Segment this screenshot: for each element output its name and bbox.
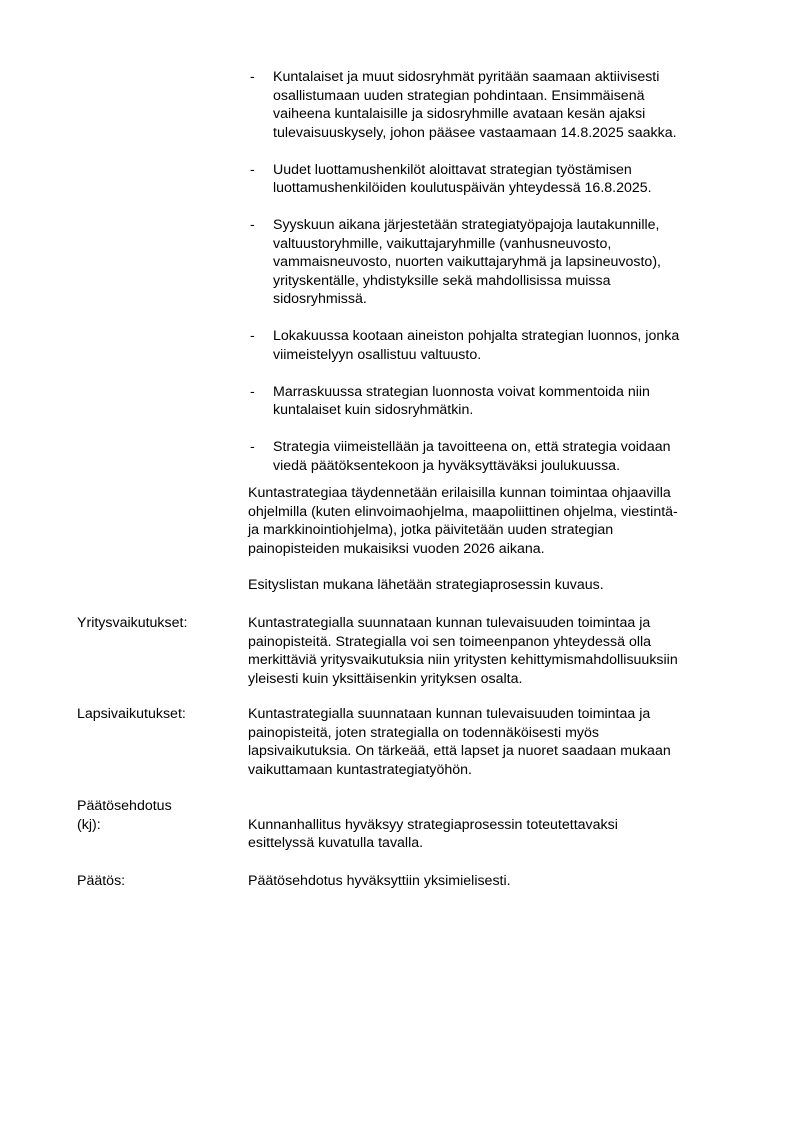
bullet-line: yrityskentälle, yhdistyksille sekä mahdollisissa muissa <box>273 272 611 289</box>
bullet-item-draft <box>248 327 738 364</box>
bullet-line: sidosryhmissä. <box>273 291 367 307</box>
section-label-line: (kj): <box>77 816 101 833</box>
bullet-line: vaiheena kuntalaisille ja sidosryhmille avataan kesän ajaksi <box>273 106 646 122</box>
bullet-marker: - <box>250 383 255 400</box>
bullet-marker: - <box>250 217 255 233</box>
section-line: Päätösehdotus hyväksyttiin yksimielisesti. <box>248 873 511 889</box>
section-label <box>77 872 247 891</box>
bullet-line: Syyskuun aikana järjestetään strategiatyöpajoja lautakunnille, <box>273 217 660 233</box>
section-line: Kuntastrategialla suunnataan kunnan tulevaisuuden toimintaa ja <box>248 615 651 631</box>
section-label-line: Päätös: <box>77 873 126 889</box>
bullet-marker: - <box>250 69 255 85</box>
section-line: lapsivaikutuksia. On tärkeää, että lapset ja nuoret saadaan mukaan <box>248 743 671 759</box>
section-line: painopisteitä. Strategialla voi sen toimeenpanon yhteydessä olla <box>248 633 652 650</box>
bullet-line: tulevaisuuskysely, johon pääsee vastaamaan 14.8.2025 saakka. <box>273 124 677 141</box>
bullet-item-comments <box>248 383 738 420</box>
bullet-item-workshops <box>248 216 738 309</box>
section-label <box>77 705 247 724</box>
bullet-line: vammaisneuvosto, nuorten vaikuttajaryhmä ja lapsineuvosto), <box>273 254 661 270</box>
paragraph-line: Esityslistan mukana lähetään strategiaprosessin kuvaus. <box>248 577 604 593</box>
bullet-line: osallistumaan uuden strategian pohdintaan. Ensimmäisenä <box>273 87 645 104</box>
process-bullet-list <box>248 68 738 494</box>
bullet-line: Strategia viimeistellään ja tavoitteena on, että strategia voidaan <box>273 439 671 455</box>
bullet-line: luottamushenkilöiden koulutuspäivän yhteydessä 16.8.2025. <box>273 180 652 196</box>
paragraph-line: ohjelmilla (kuten elinvoimaohjelma, maapoliittinen ohjelma, viestintä- <box>248 503 678 520</box>
bullet-marker: - <box>250 328 255 344</box>
section-line: merkittäviä yritysvaikutuksia niin yritysten kehittymismahdollisuuksiin <box>248 652 678 668</box>
section-content <box>248 816 738 853</box>
paragraph-line: Kuntastrategiaa täydennetään erilaisilla kunnan toimintaa ohjaavilla <box>248 485 671 501</box>
section-line: painopisteitä, joten strategialla on todennäköisesti myös <box>248 724 599 741</box>
section-content <box>248 614 738 688</box>
paragraph-line: painopisteiden mukaisiksi vuoden 2026 aikana. <box>248 540 545 557</box>
paragraph-programmes <box>248 484 738 558</box>
bullet-line: Kuntalaiset ja muut sidosryhmät pyritään saamaan aktiivisesti <box>273 69 660 85</box>
section-label-line: Lapsivaikutukset: <box>77 706 186 722</box>
section-line: vaikuttamaan kuntastrategiatyöhön. <box>248 761 472 778</box>
section-line: yleisesti kuin yksittäisenkin yrityksen osalta. <box>248 670 523 687</box>
section-label <box>77 797 247 834</box>
bullet-line: valtuustoryhmille, vaikuttajaryhmille (vanhusneuvosto, <box>273 235 612 252</box>
paragraph-attachment-note <box>248 576 738 595</box>
bullet-item-trustees <box>248 161 738 198</box>
bullet-line: viedä päätöksentekoon ja hyväksyttäväksi joulukuussa. <box>273 457 621 474</box>
bullet-marker: - <box>250 161 255 178</box>
bullet-line: Lokakuussa kootaan aineiston pohjalta strategian luonnos, jonka <box>273 328 680 344</box>
bullet-item-approval <box>248 438 738 475</box>
section-line: Kuntastrategialla suunnataan kunnan tulevaisuuden toimintaa ja <box>248 706 651 722</box>
bullet-line: kuntalaiset kuin sidosryhmätkin. <box>273 402 474 418</box>
bullet-line: Uudet luottamushenkilöt aloittavat strategian työstämisen <box>273 161 632 178</box>
paragraph-line: ja markkinointiohjelma), jotka päivitetään uuden strategian <box>248 522 614 538</box>
bullet-marker: - <box>250 439 255 455</box>
bullet-item-survey <box>248 68 738 142</box>
bullet-line: viimeistelyyn osallistuu valtuusto. <box>273 346 482 363</box>
section-content <box>248 872 738 891</box>
section-label-line: Päätösehdotus <box>77 798 172 814</box>
section-content <box>248 705 738 779</box>
section-label-line: Yritysvaikutukset: <box>77 615 188 631</box>
bullet-line: Marraskuussa strategian luonnosta voivat kommentoida niin <box>273 383 650 400</box>
section-line: Kunnanhallitus hyväksyy strategiaprosessin toteutettavaksi <box>248 816 618 833</box>
section-label <box>77 614 247 633</box>
section-line: esittelyssä kuvatulla tavalla. <box>248 835 424 851</box>
